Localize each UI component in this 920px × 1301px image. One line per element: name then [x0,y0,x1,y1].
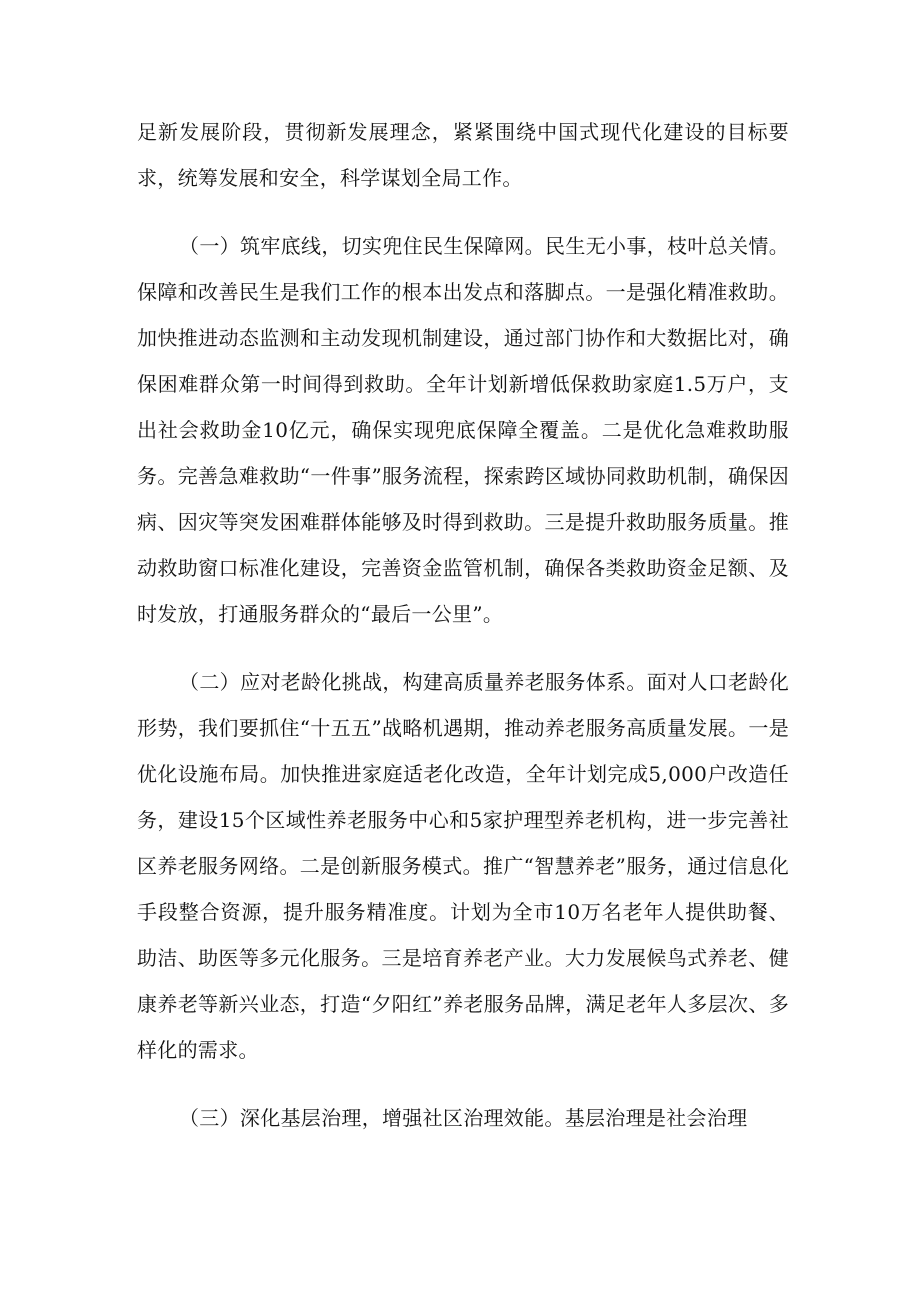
paragraph-gap [137,637,789,659]
paragraph-section-1: （一）筑牢底线，切实兜住民生保障网。民生无小事，枝叶总关情。保障和改善民生是我们工作的根本出发点和落脚点。一是强化精准救助。加快推进动态监测和主动发现机制建设，通过部门协作和大数据比对，确保困难群众第一时间得到救助。全年计划新增低保救助家庭1.5万户，支出社会救助金10亿元，确保实现兜底保障全覆盖。二是优化急难救助服务。完善急难救助“一件事”服务流程，探索跨区域协同救助机制，确保因病、因灾等突发困难群体能够及时得到救助。三是提升救助服务质量。推动救助窗口标准化建设，完善资金监管机制，确保各类救助资金足额、及时发放，打通服务群众的“最后一公里”。 [137,234,789,626]
paragraph-gap [137,1073,789,1095]
paragraph-continuation: 足新发展阶段，贯彻新发展理念，紧紧围绕中国式现代化建设的目标要求，统筹发展和安全，科学谋划全局工作。 [137,120,789,190]
document-body [137,109,789,1141]
paragraph-gap [137,201,789,223]
paragraph-section-3: （三）深化基层治理，增强社区治理效能。基层治理是社会治理 [179,1106,748,1130]
paragraph-section-2: （二）应对老龄化挑战，构建高质量养老服务体系。面对人口老龄化形势，我们要抓住“十五五”战略机遇期，推动养老服务高质量发展。一是优化设施布局。加快推进家庭适老化改造，全年计划完成5,000户改造任务，建设15个区域性养老服务中心和5家护理型养老机构，进一步完善社区养老服务网络。二是创新服务模式。推广“智慧养老”服务，通过信息化手段整合资源，提升服务精准度。计划为全市10万名老年人提供助餐、助洁、助医等多元化服务。三是培育养老产业。大力发展候鸟式养老、健康养老等新兴业态，打造“夕阳红”养老服务品牌，满足老年人多层次、多样化的需求。 [137,670,789,1062]
